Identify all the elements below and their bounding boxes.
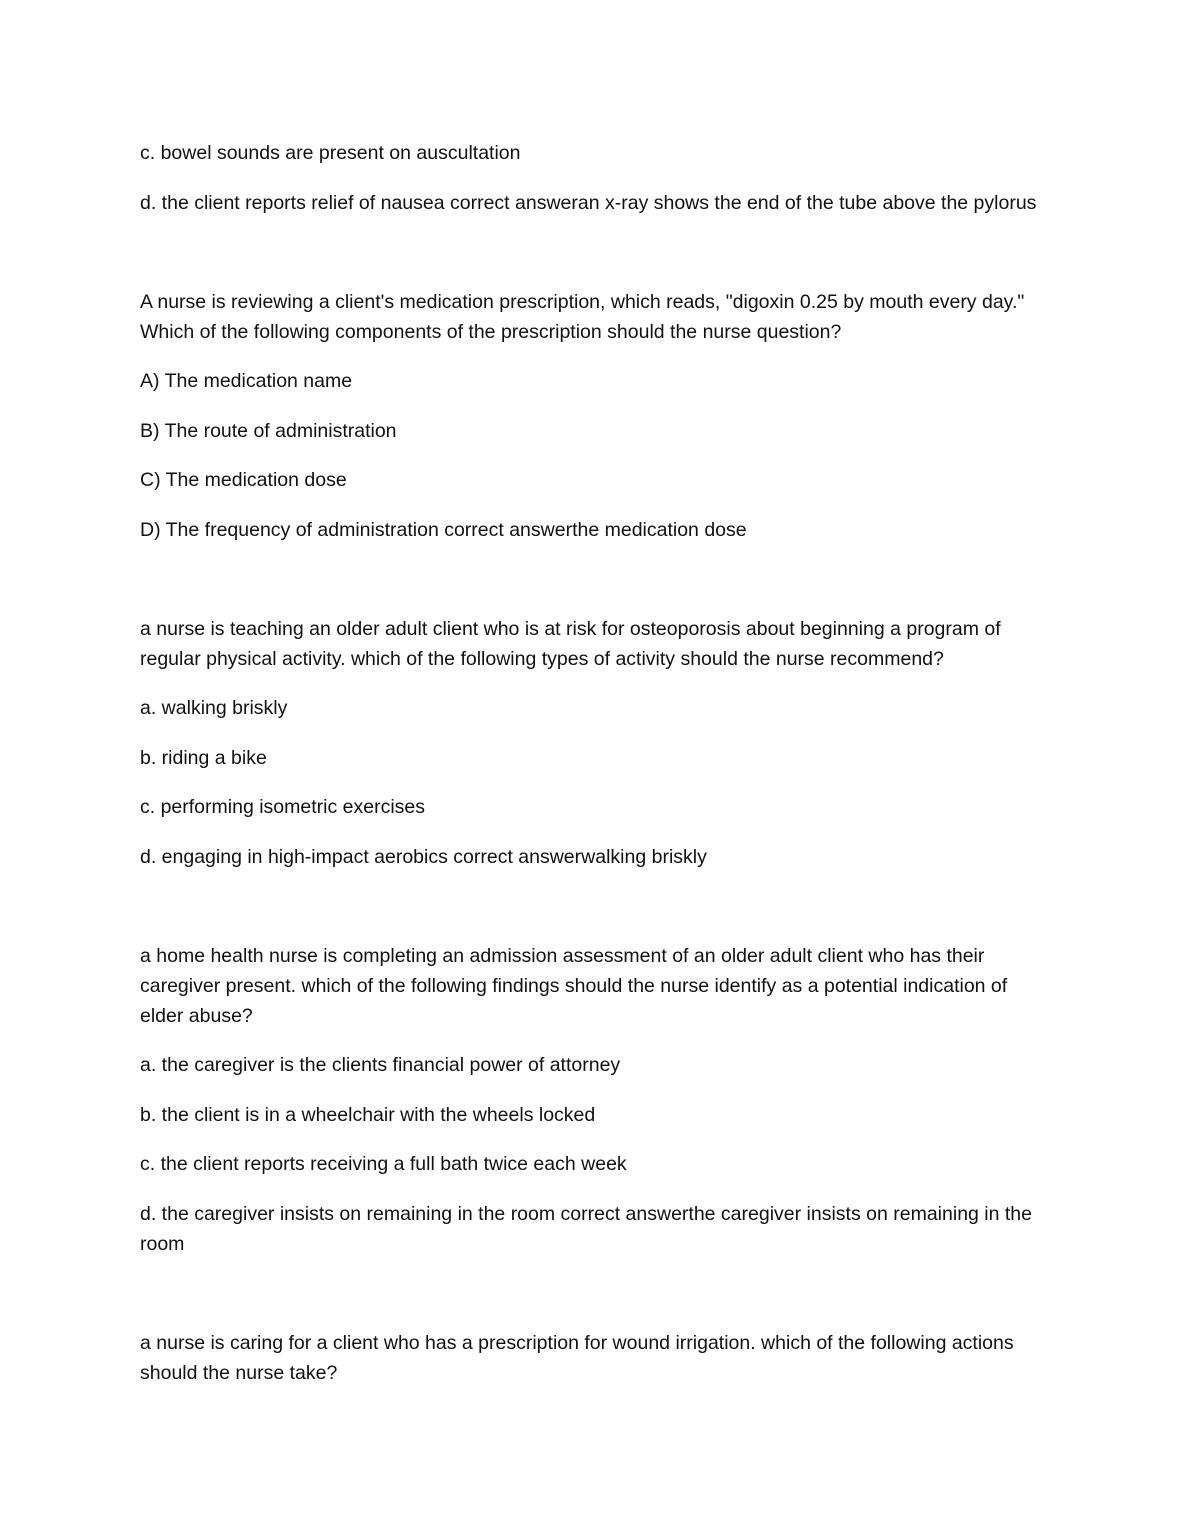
question-text-line: caregiver present. which of the following findings should the nurse identify as a potential indication of — [140, 975, 1008, 997]
answer-option-a: a. walking briskly — [140, 697, 288, 719]
answer-option-d: d. the caregiver insists on remaining in the room correct answerthe caregiver insists on remaining in the — [140, 1203, 1033, 1225]
question-text-line: a home health nurse is completing an admission assessment of an older adult client who has their — [140, 945, 985, 967]
answer-option-c: c. performing isometric exercises — [140, 796, 425, 818]
question-text-line: should the nurse take? — [140, 1362, 338, 1384]
question-text-line: a nurse is caring for a client who has a prescription for wound irrigation. which of the following actions — [140, 1332, 1014, 1354]
answer-option-a: a. the caregiver is the clients financial power of attorney — [140, 1054, 621, 1076]
answer-option-d-continued: room — [140, 1233, 185, 1255]
question-text-line: a nurse is teaching an older adult client who is at risk for osteoporosis about beginning a program of — [140, 618, 1001, 640]
question-text-line: A nurse is reviewing a client's medication prescription, which reads, "digoxin 0.25 by mouth every day." — [140, 291, 1025, 313]
answer-option-b: b. riding a bike — [140, 747, 267, 769]
answer-option-d: d. engaging in high-impact aerobics correct answerwalking briskly — [140, 846, 707, 868]
question-text-line: regular physical activity. which of the following types of activity should the nurse recommend? — [140, 648, 944, 670]
answer-option-d: d. the client reports relief of nausea correct answeran x-ray shows the end of the tube above the pylorus — [140, 192, 1037, 214]
answer-option-c: c. the client reports receiving a full bath twice each week — [140, 1153, 627, 1175]
question-text-line: Which of the following components of the prescription should the nurse question? — [140, 321, 842, 343]
answer-option-d: D) The frequency of administration correct answerthe medication dose — [140, 519, 747, 541]
answer-option-c: C) The medication dose — [140, 469, 347, 491]
answer-option-b: b. the client is in a wheelchair with the wheels locked — [140, 1104, 596, 1126]
question-text-line: elder abuse? — [140, 1005, 253, 1027]
answer-option-c: c. bowel sounds are present on auscultation — [140, 142, 521, 164]
answer-option-b: B) The route of administration — [140, 420, 397, 442]
answer-option-a: A) The medication name — [140, 370, 353, 392]
